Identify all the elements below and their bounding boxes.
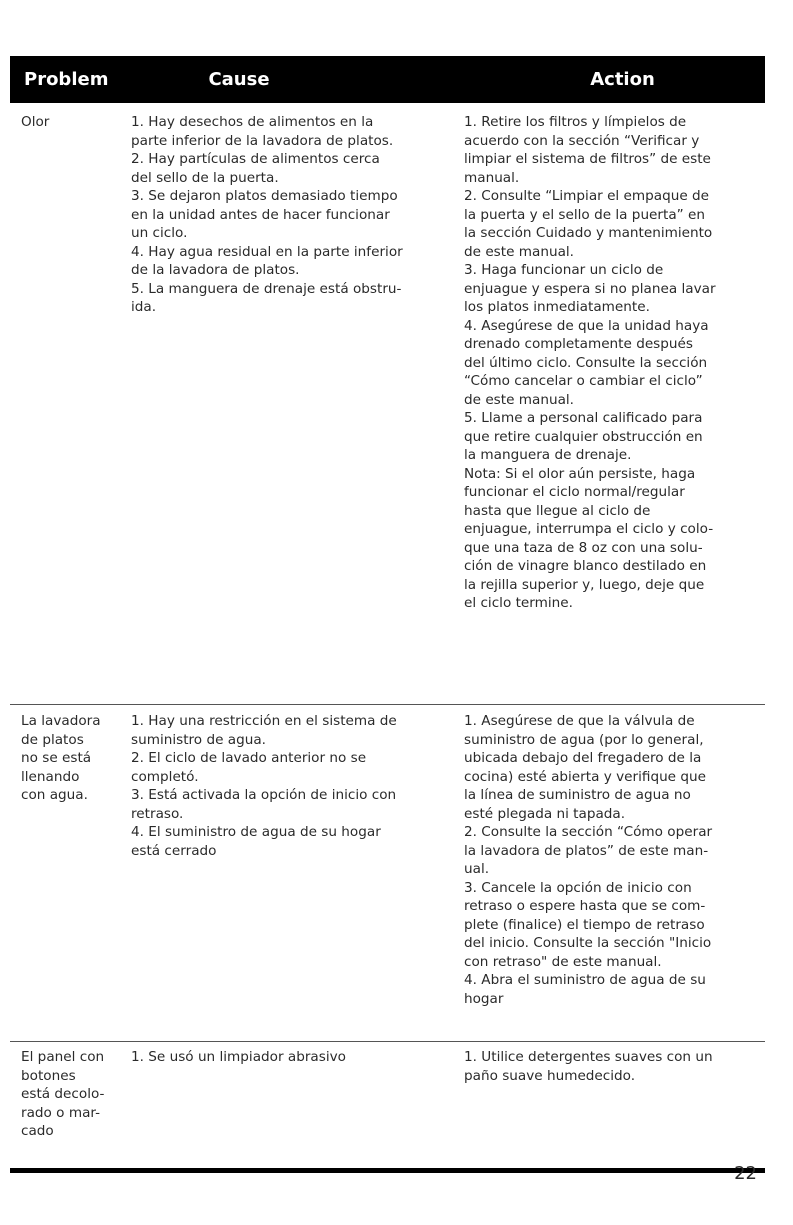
action-text-line: hogar	[464, 990, 504, 1007]
action-text-line: 3. Cancele la opción de inicio con	[464, 879, 692, 896]
problem-text-line: con agua.	[21, 787, 88, 803]
cause-text-line: ida.	[131, 299, 157, 315]
problem-text-line: llenando	[21, 768, 80, 785]
table-row	[10, 705, 765, 1041]
action-text-line: con retraso" de este manual.	[464, 953, 662, 970]
header-cause: Cause	[208, 69, 270, 90]
problem-text-line: rado o mar-	[21, 1104, 101, 1121]
action-text-line: la rejilla superior y, luego, deje que	[464, 576, 705, 593]
problem-text-line: La lavadora	[21, 713, 101, 729]
cause-text-line: completó.	[131, 768, 199, 785]
cause-text-line: retraso.	[131, 805, 184, 822]
action-text-line: acuerdo con la sección “Verificar y	[464, 132, 700, 149]
action-text-line: limpiar el sistema de filtros” de este	[464, 151, 711, 167]
action-text-line: los platos inmediatamente.	[464, 299, 650, 315]
action-text-line: 1. Utilice detergentes suaves con un	[464, 1049, 713, 1065]
action-text-line: 2. Consulte la sección “Cómo operar	[464, 824, 713, 840]
action-text-line: 1. Asegúrese de que la válvula de	[464, 713, 695, 729]
problem-text-line: de platos	[21, 731, 84, 748]
cause-text-line: parte inferior de la lavadora de platos.	[131, 132, 394, 149]
cause-text-line: del sello de la puerta.	[131, 169, 279, 186]
action-text-line: hasta que llegue al ciclo de	[464, 502, 651, 519]
action-text-line: 5. Llame a personal calificado para	[464, 410, 703, 426]
cause-text-line: 2. Hay partículas de alimentos cerca	[131, 151, 380, 167]
cause-text-line: 4. El suministro de agua de su hogar	[131, 824, 381, 840]
header-problem: Problem	[24, 69, 109, 90]
action-text-line: del inicio. Consulte la sección "Inicio	[464, 935, 712, 951]
action-text-line: enjuague y espera si no planea lavar	[464, 280, 716, 297]
problem-cell	[10, 712, 131, 1041]
problem-text-line: cado	[21, 1123, 54, 1139]
action-text-line: 3. Haga funcionar un ciclo de	[464, 262, 664, 278]
action-cell	[464, 1048, 765, 1168]
cause-text-line: 3. Está activada la opción de inicio con	[131, 787, 397, 803]
action-text-line: cocina) esté abierta y verifique que	[464, 768, 706, 785]
action-text-line: que retire cualquier obstrucción en	[464, 428, 703, 445]
problem-text-line: botones	[21, 1067, 76, 1084]
table-row	[10, 103, 765, 704]
action-text-line: 4. Asegúrese de que la unidad haya	[464, 317, 709, 334]
action-text-line: ual.	[464, 861, 490, 877]
cause-cell	[131, 113, 464, 704]
action-text-line: de este manual.	[464, 391, 575, 408]
header-action: Action	[590, 69, 655, 90]
troubleshooting-table	[10, 56, 765, 1173]
action-text-line: la línea de suministro de agua no	[464, 787, 691, 803]
cause-text-line: 4. Hay agua residual en la parte inferior	[131, 243, 403, 260]
cause-text-line: en la unidad antes de hacer funcionar	[131, 206, 390, 223]
action-text-line: manual.	[464, 169, 520, 186]
problem-text-line: Olor	[21, 114, 50, 130]
action-cell	[464, 113, 765, 704]
action-text-line: del último ciclo. Consulte la sección	[464, 354, 708, 371]
action-text-line: Nota: Si el olor aún persiste, haga	[464, 465, 696, 482]
problem-cell	[10, 1048, 131, 1168]
action-text-line: 1. Retire los filtros y límpielos de	[464, 114, 687, 130]
action-text-line: enjuague, interrumpa el ciclo y colo-	[464, 521, 714, 537]
action-text-line: que una taza de 8 oz con una solu-	[464, 539, 703, 556]
cause-text-line: 3. Se dejaron platos demasiado tiempo	[131, 188, 398, 204]
cause-text-line: de la lavadora de platos.	[131, 262, 300, 278]
action-text-line: funcionar el ciclo normal/regular	[464, 484, 685, 500]
cause-text-line: 1. Se usó un limpiador abrasivo	[131, 1049, 346, 1065]
cause-text-line: 1. Hay una restricción en el sistema de	[131, 713, 397, 729]
action-text-line: suministro de agua (por lo general,	[464, 731, 704, 748]
action-text-line: 2. Consulte “Limpiar el empaque de	[464, 188, 710, 204]
page-number: 22	[734, 1163, 757, 1184]
action-text-line: 4. Abra el suministro de agua de su	[464, 972, 706, 988]
action-text-line: la puerta y el sello de la puerta” en	[464, 206, 706, 223]
problem-text-line: El panel con	[21, 1049, 105, 1065]
cause-text-line: 5. La manguera de drenaje está obstru-	[131, 280, 402, 297]
cause-text-line: 2. El ciclo de lavado anterior no se	[131, 750, 367, 766]
table-row	[10, 1042, 765, 1168]
action-text-line: el ciclo termine.	[464, 595, 573, 611]
action-text-line: plete (finalice) el tiempo de retraso	[464, 916, 705, 933]
action-text-line: “Cómo cancelar o cambiar el ciclo”	[464, 373, 703, 389]
action-cell	[464, 712, 765, 1041]
cause-text-line: está cerrado	[131, 842, 217, 859]
table-header	[10, 56, 765, 103]
action-text-line: ción de vinagre blanco destilado en	[464, 558, 707, 574]
action-text-line: de este manual.	[464, 243, 575, 260]
action-text-line: ubicada debajo del fregadero de la	[464, 750, 702, 766]
cause-text-line: 1. Hay desechos de alimentos en la	[131, 114, 374, 130]
problem-text-line: está decolo-	[21, 1086, 105, 1102]
cause-cell	[131, 712, 464, 1041]
action-text-line: esté plegada ni tapada.	[464, 805, 626, 822]
problem-cell	[10, 113, 131, 704]
action-text-line: la lavadora de platos” de este man-	[464, 842, 709, 859]
action-text-line: drenado completamente después	[464, 336, 693, 352]
action-text-line: la manguera de drenaje.	[464, 447, 632, 463]
action-text-line: retraso o espere hasta que se com-	[464, 898, 706, 914]
table-bottom-rule	[10, 1168, 765, 1173]
cause-text-line: suministro de agua.	[131, 731, 266, 748]
cause-cell	[131, 1048, 464, 1168]
action-text-line: paño suave humedecido.	[464, 1067, 636, 1084]
problem-text-line: no se está	[21, 750, 92, 766]
cause-text-line: un ciclo.	[131, 225, 188, 241]
action-text-line: la sección Cuidado y mantenimiento	[464, 225, 713, 241]
